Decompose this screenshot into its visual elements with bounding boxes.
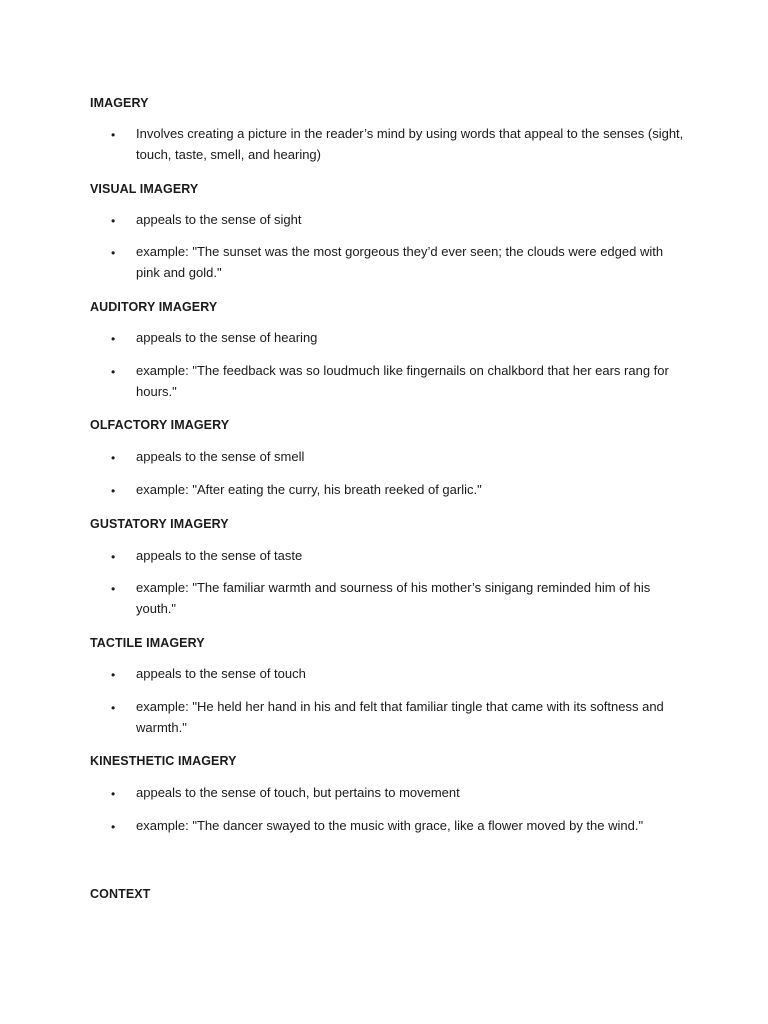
list-item: example: "He held her hand in his and felt that familiar tingle that came with its softness and warmth." xyxy=(136,699,664,735)
section-heading: OLFACTORY IMAGERY xyxy=(90,418,230,432)
list-item: appeals to the sense of touch xyxy=(136,666,306,681)
section-heading: VISUAL IMAGERY xyxy=(90,182,199,196)
bullet: • xyxy=(111,451,116,465)
bullet: • xyxy=(111,128,116,142)
list-item: appeals to the sense of touch, but pertains to movement xyxy=(136,785,460,800)
list-item: appeals to the sense of taste xyxy=(136,548,303,563)
list-item: example: "After eating the curry, his breath reeked of garlic." xyxy=(136,482,482,497)
bullet: • xyxy=(111,365,116,379)
bullet: • xyxy=(111,484,116,498)
bullet: • xyxy=(111,668,116,682)
bullet: • xyxy=(111,550,116,564)
list-item: example: "The dancer swayed to the music with grace, like a flower moved by the wind." xyxy=(136,818,644,833)
bullet: • xyxy=(111,246,116,260)
bullet: • xyxy=(111,701,116,715)
section-heading: KINESTHETIC IMAGERY xyxy=(90,754,237,768)
section-heading: GUSTATORY IMAGERY xyxy=(90,517,229,531)
list-item: appeals to the sense of sight xyxy=(136,212,302,227)
bullet: • xyxy=(111,582,116,596)
bullet: • xyxy=(111,214,116,228)
list-item: appeals to the sense of hearing xyxy=(136,330,318,345)
bullet: • xyxy=(111,332,116,346)
list-item: appeals to the sense of smell xyxy=(136,449,305,464)
list-item: example: "The feedback was so loudmuch like fingernails on chalkbord that her ears rang for hours." xyxy=(136,363,669,399)
list-item: example: "The familiar warmth and sourness of his mother’s sinigang reminded him of his youth." xyxy=(136,580,651,616)
bullet: • xyxy=(111,787,116,801)
bullet: • xyxy=(111,820,116,834)
list-item: Involves creating a picture in the reader’s mind by using words that appeal to the senses (sight, touch, taste, smell, and hearing) xyxy=(136,126,684,162)
section-heading: CONTEXT xyxy=(90,887,151,901)
list-item: example: "The sunset was the most gorgeous they’d ever seen; the clouds were edged with pink and gold." xyxy=(136,244,664,280)
section-heading: AUDITORY IMAGERY xyxy=(90,300,218,314)
section-heading: TACTILE IMAGERY xyxy=(90,636,205,650)
section-heading: IMAGERY xyxy=(90,96,149,110)
